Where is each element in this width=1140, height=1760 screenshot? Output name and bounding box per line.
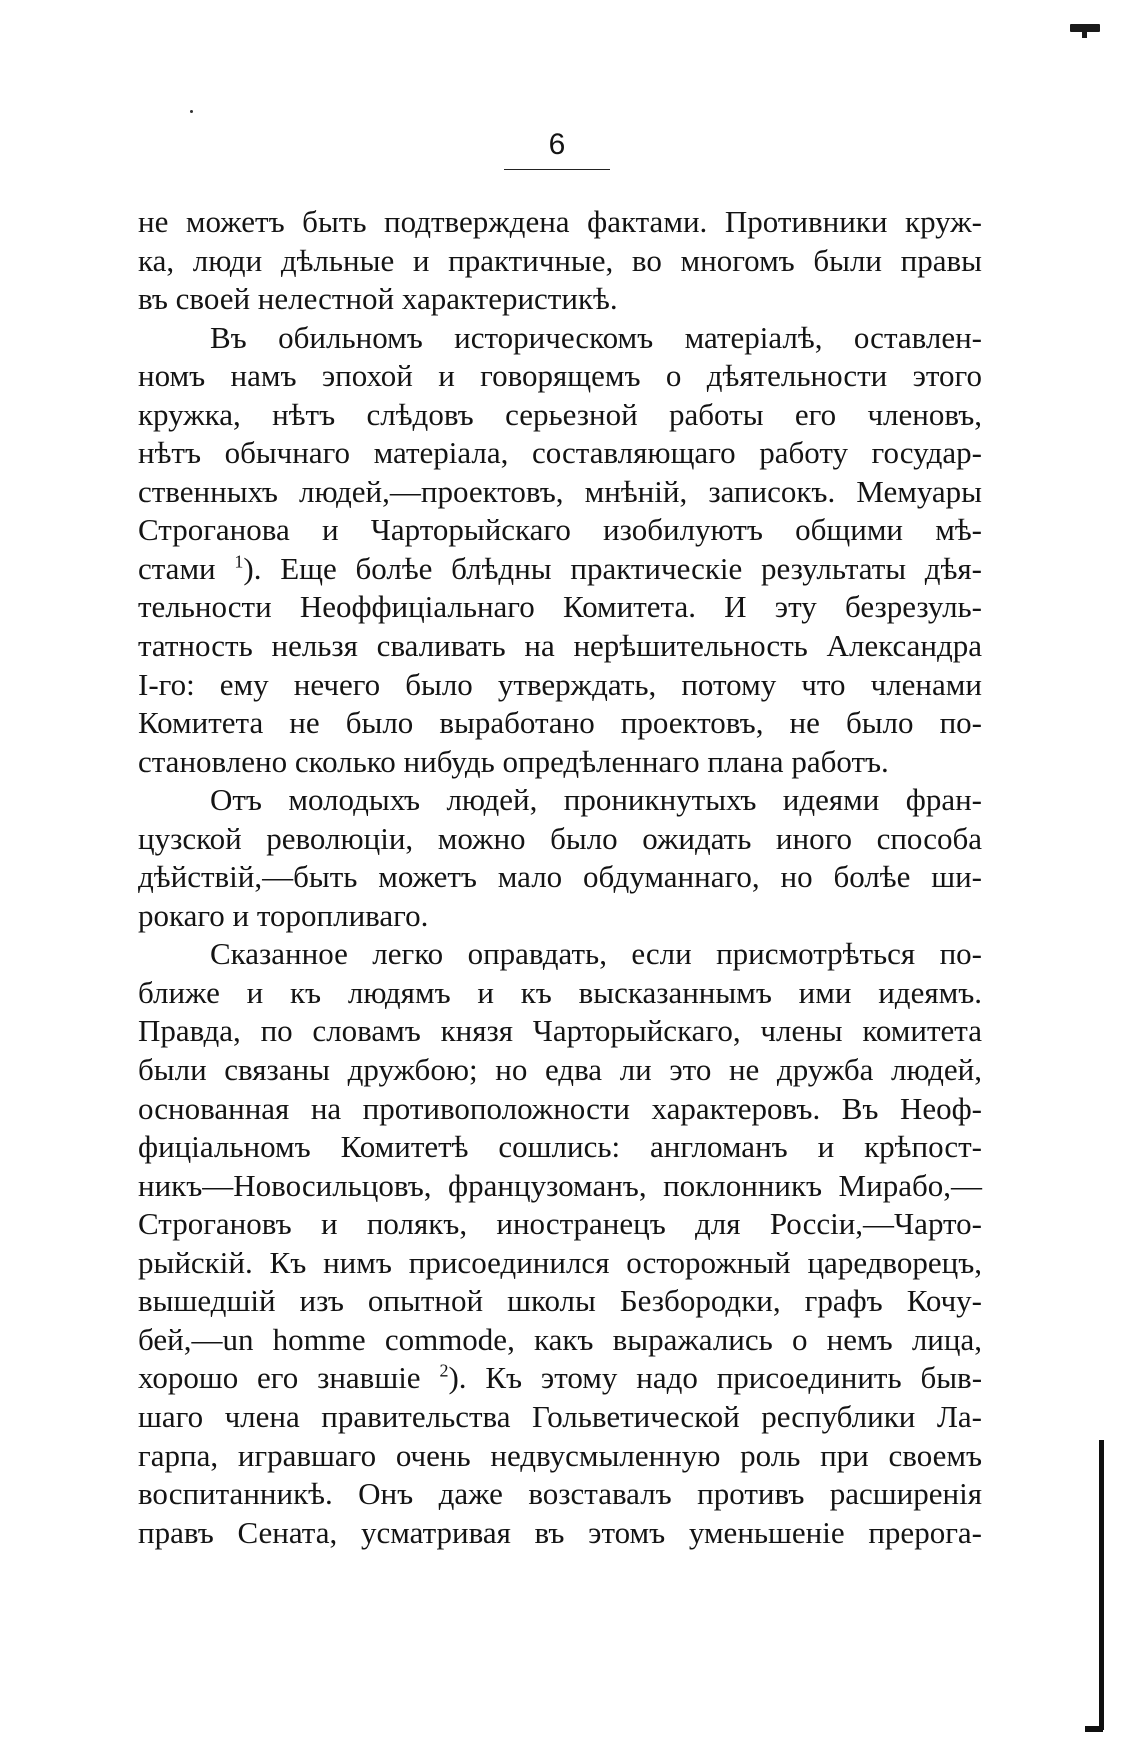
footnote-ref-2: 2 <box>439 1361 449 1382</box>
body-text <box>138 203 982 1552</box>
text-fragment: ). Къ этому надо присоединить быв- <box>448 1360 983 1396</box>
text-line: дѣйствій,—быть можетъ мало обдуманнаго, но болѣе ши- <box>138 859 982 895</box>
text-line: были связаны дружбою; но едва ли это не дружба людей, <box>138 1052 982 1088</box>
page-number-rule <box>504 169 610 170</box>
text-line: рокаго и торопливаго. <box>138 897 429 933</box>
text-line: правъ Сената, усматривая въ этомъ уменьшеніе прерога- <box>138 1514 982 1550</box>
text-line: ближе и къ людямъ и къ высказаннымъ ими идеямъ. <box>138 974 982 1010</box>
page-number: 6 <box>548 128 566 161</box>
text-line: никъ—Новосильцовъ, французоманъ, поклонникъ Мирабо,— <box>138 1167 982 1203</box>
text-line: ка, люди дѣльные и практичные, во многомъ были правы <box>138 242 982 278</box>
text-line: становлено сколько нибудь опредѣленнаго плана работъ. <box>138 743 889 779</box>
text-line: Въ обильномъ историческомъ матеріалѣ, оставлен- <box>210 319 982 355</box>
text-line: воспитанникѣ. Онъ даже возставалъ противъ расширенія <box>138 1476 982 1512</box>
text-line: Строганова и Чарторыйскаго изобилуютъ общими мѣ- <box>138 512 982 548</box>
text-line: нѣтъ обычнаго матеріала, составляющаго работу государ- <box>138 435 982 471</box>
text-line: бей,—un homme commode, какъ выражались о немъ лица, <box>138 1321 982 1357</box>
text-line: фиціальномъ Комитетѣ сошлись: англоманъ и крѣпост- <box>138 1129 982 1165</box>
text-line: шаго члена правительства Гольветической республики Ла- <box>138 1398 982 1434</box>
text-fragment: ). Еще болѣе блѣдны практическіе результаты дѣя- <box>243 550 982 586</box>
text-line: Отъ молодыхъ людей, проникнутыхъ идеями фран- <box>210 782 982 818</box>
text-line: ственныхъ людей,—проектовъ, мнѣній, записокъ. Мемуары <box>138 473 982 509</box>
text-line: основанная на противоположности характеровъ. Въ Неоф- <box>138 1090 982 1126</box>
text-line: тельности Неоффиціальнаго Комитета. И эту безрезуль- <box>138 589 982 625</box>
text-line: въ своей нелестной характеристикѣ. <box>138 281 618 317</box>
text-fragment: стами <box>138 550 216 586</box>
text-line: гарпа, игравшаго очень недвусмыленную роль при своемъ <box>138 1437 982 1473</box>
scan-artifact-dot <box>190 110 193 113</box>
text-line: Сказанное легко оправдать, если присмотрѣться по- <box>210 936 982 972</box>
scan-artifact-edge <box>1099 1440 1104 1730</box>
text-line: I-го: ему нечего было утверждать, потому что членами <box>138 666 982 702</box>
text-line: не можетъ быть подтверждена фактами. Противники круж- <box>138 204 982 239</box>
text-line: номъ намъ эпохой и говорящемъ о дѣятельности этого <box>138 358 982 394</box>
text-line: Строгановъ и полякъ, иностранецъ для Россіи,—Чарто- <box>138 1206 982 1242</box>
text-line: рыйскій. Къ нимъ присоединился осторожный царедворецъ, <box>138 1244 982 1280</box>
scan-artifact-top <box>1070 24 1100 32</box>
footnote-ref-1: 1 <box>234 551 244 572</box>
text-line-with-footnote <box>138 550 982 589</box>
text-line: вышедшій изъ опытной школы Безбородки, графъ Кочу- <box>138 1283 982 1319</box>
text-line: кружка, нѣтъ слѣдовъ серьезной работы его членовъ, <box>138 396 982 432</box>
text-line-with-footnote <box>138 1359 982 1398</box>
text-fragment: хорошо его знавшіе <box>138 1360 421 1396</box>
text-line: татность нельзя сваливать на нерѣшительность Александра <box>138 628 982 664</box>
text-line: цузской революціи, можно было ожидать иного способа <box>138 820 982 856</box>
text-line: Правда, по словамъ князя Чарторыйскаго, члены комитета <box>138 1013 982 1049</box>
text-line: Комитета не было выработано проектовъ, не было по- <box>138 705 982 741</box>
